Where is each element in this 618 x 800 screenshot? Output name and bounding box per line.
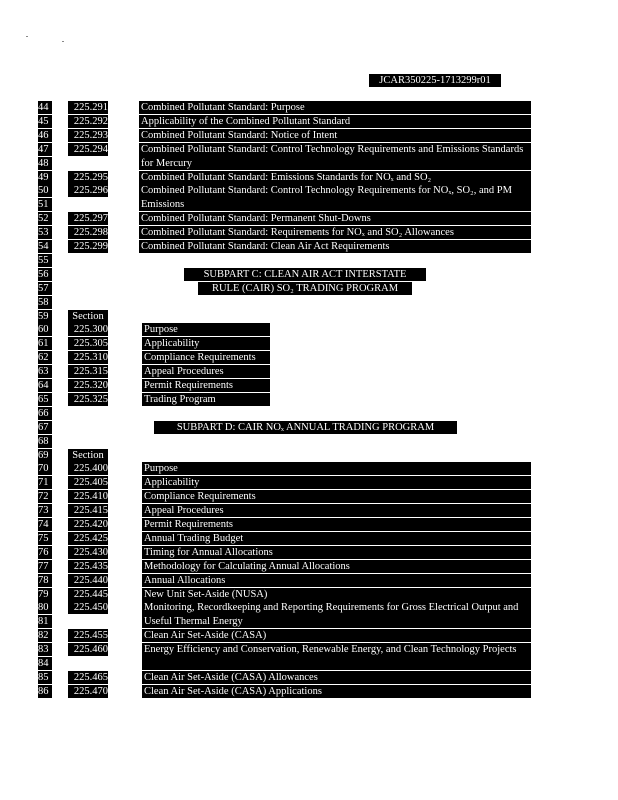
line-number: 48 — [38, 157, 52, 170]
line-number: 57 — [38, 282, 52, 295]
section-title: Permit Requirements — [142, 379, 270, 392]
line-number: 68 — [38, 435, 52, 448]
line-number: 71 — [38, 476, 52, 489]
section-title: Purpose — [142, 323, 270, 336]
section-title: Clean Air Set-Aside (CASA) Applications — [142, 685, 531, 698]
section-title: Combined Pollutant Standard: Emissions Standards for NOₓ and SO₂ — [139, 171, 531, 184]
line-number: 83 — [38, 643, 52, 656]
section-number: 225.440 — [68, 574, 108, 587]
line-number: 47 — [38, 143, 52, 156]
line-number: 70 — [38, 462, 52, 475]
line-number: 67 — [38, 421, 52, 434]
section-number: 225.455 — [68, 629, 108, 642]
line-number: 75 — [38, 532, 52, 545]
section-title: Applicability of the Combined Pollutant Standard — [139, 115, 531, 128]
line-number: 50 — [38, 184, 52, 197]
line-number: 45 — [38, 115, 52, 128]
section-number: 225.420 — [68, 518, 108, 531]
section-title: Energy Efficiency and Conservation, Renewable Energy, and Clean Technology Projects — [142, 643, 531, 670]
section-number: 225.325 — [68, 393, 108, 406]
section-title: Combined Pollutant Standard: Permanent Shut-Downs — [139, 212, 531, 225]
section-number: 225.295 — [68, 171, 108, 184]
section-column-label: Section — [68, 310, 108, 323]
section-title: Applicability — [142, 476, 531, 489]
line-number: 74 — [38, 518, 52, 531]
line-number: 65 — [38, 393, 52, 406]
section-number: 225.305 — [68, 337, 108, 350]
section-number: 225.292 — [68, 115, 108, 128]
subpart-c-title-line2: RULE (CAIR) SO₂ TRADING PROGRAM — [198, 282, 412, 295]
section-number: 225.300 — [68, 323, 108, 336]
line-number: 80 — [38, 601, 52, 614]
section-number: 225.296 — [68, 184, 108, 197]
line-number: 55 — [38, 254, 52, 267]
section-title: Appeal Procedures — [142, 365, 270, 378]
section-column-label: Section — [68, 449, 108, 462]
section-title: Clean Air Set-Aside (CASA) Allowances — [142, 671, 531, 684]
section-title: Compliance Requirements — [142, 490, 531, 503]
section-number: 225.445 — [68, 588, 108, 601]
section-title: Compliance Requirements — [142, 351, 270, 364]
section-title: Combined Pollutant Standard: Clean Air Act Requirements — [139, 240, 531, 253]
line-number: 52 — [38, 212, 52, 225]
section-number: 225.310 — [68, 351, 108, 364]
line-number: 59 — [38, 310, 52, 323]
line-number: 78 — [38, 574, 52, 587]
section-number: 225.415 — [68, 504, 108, 517]
line-number: 69 — [38, 449, 52, 462]
section-title: Purpose — [142, 462, 531, 475]
section-number: 225.315 — [68, 365, 108, 378]
line-number: 53 — [38, 226, 52, 239]
line-number: 84 — [38, 657, 52, 670]
line-number: 46 — [38, 129, 52, 142]
section-number: 225.470 — [68, 685, 108, 698]
section-title: Methodology for Calculating Annual Allocations — [142, 560, 531, 573]
line-number: 82 — [38, 629, 52, 642]
section-number: 225.298 — [68, 226, 108, 239]
line-number: 64 — [38, 379, 52, 392]
section-number: 225.400 — [68, 462, 108, 475]
section-title: Combined Pollutant Standard: Notice of Intent — [139, 129, 531, 142]
section-title: Permit Requirements — [142, 518, 531, 531]
section-title: Applicability — [142, 337, 270, 350]
section-title: Combined Pollutant Standard: Control Technology Requirements and Emissions Standards for Mercury — [139, 143, 531, 170]
section-number: 225.293 — [68, 129, 108, 142]
section-number: 225.450 — [68, 601, 108, 614]
section-number: 225.465 — [68, 671, 108, 684]
line-number: 77 — [38, 560, 52, 573]
line-number: 51 — [38, 198, 52, 211]
line-number: 86 — [38, 685, 52, 698]
section-title: Timing for Annual Allocations — [142, 546, 531, 559]
line-number: 56 — [38, 268, 52, 281]
document-id: JCAR350225-1713299r01 — [369, 74, 501, 87]
section-number: 225.405 — [68, 476, 108, 489]
section-number: 225.460 — [68, 643, 108, 656]
section-title: Annual Allocations — [142, 574, 531, 587]
scan-speck — [26, 36, 28, 37]
section-number: 225.297 — [68, 212, 108, 225]
line-number: 60 — [38, 323, 52, 336]
line-number: 61 — [38, 337, 52, 350]
section-number: 225.320 — [68, 379, 108, 392]
section-title: Appeal Procedures — [142, 504, 531, 517]
section-number: 225.294 — [68, 143, 108, 156]
section-number: 225.425 — [68, 532, 108, 545]
line-number: 79 — [38, 588, 52, 601]
scan-speck — [62, 41, 64, 42]
line-number: 58 — [38, 296, 52, 309]
subpart-d-title: SUBPART D: CAIR NOₓ ANNUAL TRADING PROGRAM — [154, 421, 457, 434]
line-number: 63 — [38, 365, 52, 378]
section-title: Trading Program — [142, 393, 270, 406]
section-title: Annual Trading Budget — [142, 532, 531, 545]
section-number: 225.430 — [68, 546, 108, 559]
line-number: 72 — [38, 490, 52, 503]
section-title: Combined Pollutant Standard: Control Technology Requirements for NOₓ, SO₂, and PM Emissions — [139, 184, 531, 211]
line-number: 49 — [38, 171, 52, 184]
line-number: 81 — [38, 615, 52, 628]
section-number: 225.435 — [68, 560, 108, 573]
line-number: 44 — [38, 101, 52, 114]
line-number: 54 — [38, 240, 52, 253]
section-title: Combined Pollutant Standard: Purpose — [139, 101, 531, 114]
line-number: 85 — [38, 671, 52, 684]
section-title: New Unit Set-Aside (NUSA) — [142, 588, 531, 601]
line-number: 76 — [38, 546, 52, 559]
section-title: Monitoring, Recordkeeping and Reporting Requirements for Gross Electrical Output and Useful Thermal Energy — [142, 601, 531, 628]
section-number: 225.291 — [68, 101, 108, 114]
section-title: Clean Air Set-Aside (CASA) — [142, 629, 531, 642]
section-title: Combined Pollutant Standard: Requirements for NOₓ and SO₂ Allowances — [139, 226, 531, 239]
subpart-c-title-line1: SUBPART C: CLEAN AIR ACT INTERSTATE — [184, 268, 426, 281]
line-number: 73 — [38, 504, 52, 517]
section-number: 225.299 — [68, 240, 108, 253]
section-number: 225.410 — [68, 490, 108, 503]
line-number: 62 — [38, 351, 52, 364]
line-number: 66 — [38, 407, 52, 420]
